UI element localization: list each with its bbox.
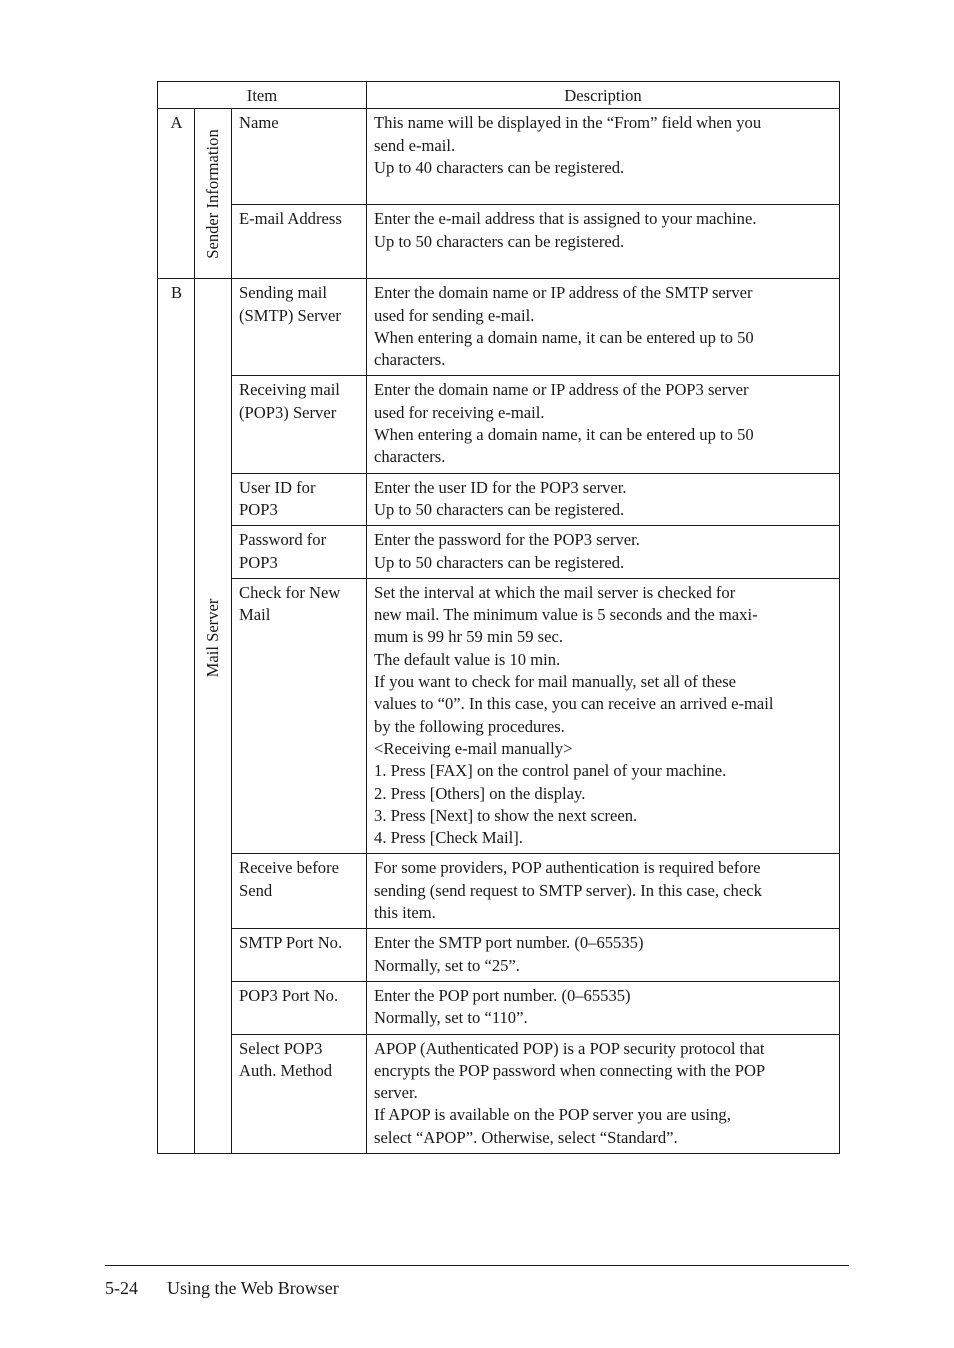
description-line: Enter the user ID for the POP3 server. <box>374 477 627 497</box>
settings-table <box>157 81 840 1154</box>
description-line: Normally, set to “25”. <box>374 955 520 975</box>
item-line: User ID for <box>239 477 316 497</box>
description-line: sending (send request to SMTP server). In this case, check <box>374 880 762 900</box>
description-cell <box>367 473 840 526</box>
group-id-cell: B <box>158 279 195 1154</box>
description-line: Normally, set to “110”. <box>374 1008 528 1028</box>
table-row <box>158 526 840 579</box>
table-row <box>158 279 840 376</box>
description-line: This name will be displayed in the “From” field when you <box>374 113 762 133</box>
page-footer <box>105 1278 339 1299</box>
table-row <box>158 854 840 929</box>
item-line: Password for <box>239 530 327 550</box>
description-line: Enter the domain name or IP address of the SMTP server <box>374 283 753 303</box>
description-line: Up to 50 characters can be registered. <box>374 552 625 572</box>
item-line: SMTP Port No. <box>239 933 343 953</box>
page-number: 5-24 <box>105 1278 138 1298</box>
item-line: POP3 <box>239 499 278 519</box>
table-row <box>158 205 840 279</box>
description-line: characters. <box>374 350 446 370</box>
item-line: Sending mail <box>239 283 328 303</box>
item-cell <box>232 109 367 205</box>
description-line: Set the interval at which the mail server is checked for <box>374 582 736 602</box>
description-line: APOP (Authenticated POP) is a POP security protocol that <box>374 1038 765 1058</box>
description-line: 1. Press [FAX] on the control panel of your machine. <box>374 761 727 781</box>
item-cell <box>232 578 367 854</box>
description-line: When entering a domain name, it can be entered up to 50 <box>374 327 754 347</box>
description-line: 4. Press [Check Mail]. <box>374 828 523 848</box>
item-line: Name <box>239 113 279 133</box>
item-cell <box>232 929 367 982</box>
item-line: Mail <box>239 605 271 625</box>
table-row <box>158 473 840 526</box>
description-line: send e-mail. <box>374 135 456 155</box>
item-line: POP3 Port No. <box>239 985 339 1005</box>
description-line: Up to 50 characters can be registered. <box>374 499 625 519</box>
item-line: POP3 <box>239 552 278 572</box>
description-line: For some providers, POP authentication is required before <box>374 858 761 878</box>
description-cell <box>367 279 840 376</box>
description-column-header: Description <box>367 82 840 109</box>
item-cell <box>232 205 367 279</box>
table-header-row <box>158 82 840 109</box>
group-category-cell <box>195 109 232 279</box>
description-cell <box>367 205 840 279</box>
item-line: Check for New <box>239 582 341 602</box>
description-line: this item. <box>374 903 436 923</box>
item-cell <box>232 376 367 473</box>
table-row <box>158 1034 840 1153</box>
description-cell <box>367 1034 840 1153</box>
footer-section-title: Using the Web Browser <box>167 1278 339 1298</box>
description-line: The default value is 10 min. <box>374 649 561 669</box>
description-line: If APOP is available on the POP server you are using, <box>374 1105 731 1125</box>
table-row <box>158 109 840 205</box>
table-row <box>158 578 840 854</box>
description-line: encrypts the POP password when connecting with the POP <box>374 1060 766 1080</box>
description-cell <box>367 376 840 473</box>
description-line: If you want to check for mail manually, set all of these <box>374 672 737 692</box>
description-line: 2. Press [Others] on the display. <box>374 783 586 803</box>
footer-rule <box>105 1265 849 1266</box>
description-line: characters. <box>374 447 446 467</box>
description-line: values to “0”. In this case, you can receive an arrived e-mail <box>374 694 774 714</box>
description-cell <box>367 109 840 205</box>
description-line: new mail. The minimum value is 5 seconds and the maxi- <box>374 605 758 625</box>
item-line: Send <box>239 880 273 900</box>
item-line: E-mail Address <box>239 209 342 229</box>
item-line: (POP3) Server <box>239 402 337 422</box>
item-line: Receiving mail <box>239 380 340 400</box>
description-line: select “APOP”. Otherwise, select “Standard”. <box>374 1127 678 1147</box>
item-line: Receive before <box>239 858 339 878</box>
item-cell <box>232 1034 367 1153</box>
description-cell <box>367 981 840 1034</box>
description-line: Up to 40 characters can be registered. <box>374 157 625 177</box>
table-row <box>158 981 840 1034</box>
description-line: Enter the password for the POP3 server. <box>374 530 640 550</box>
description-line: used for receiving e-mail. <box>374 402 545 422</box>
description-cell <box>367 578 840 854</box>
description-cell <box>367 854 840 929</box>
description-cell <box>367 929 840 982</box>
item-line: (SMTP) Server <box>239 305 341 325</box>
description-line: 3. Press [Next] to show the next screen. <box>374 805 638 825</box>
item-cell <box>232 854 367 929</box>
description-line: Enter the domain name or IP address of the POP3 server <box>374 380 749 400</box>
table-row <box>158 929 840 982</box>
description-line: When entering a domain name, it can be entered up to 50 <box>374 425 754 445</box>
description-line: Enter the e-mail address that is assigned to your machine. <box>374 209 757 229</box>
description-line: server. <box>374 1083 418 1103</box>
description-line: used for sending e-mail. <box>374 305 535 325</box>
description-line: <Receiving e-mail manually> <box>374 738 573 758</box>
description-line: by the following procedures. <box>374 716 565 736</box>
item-column-header: Item <box>158 82 367 109</box>
item-cell <box>232 981 367 1034</box>
item-line: Select POP3 <box>239 1038 323 1058</box>
description-line: Enter the SMTP port number. (0–65535) <box>374 933 644 953</box>
item-cell <box>232 473 367 526</box>
group-category-cell <box>195 279 232 1154</box>
settings-table-body <box>158 82 840 1154</box>
description-line: Enter the POP port number. (0–65535) <box>374 985 631 1005</box>
item-cell <box>232 526 367 579</box>
description-line: mum is 99 hr 59 min 59 sec. <box>374 627 563 647</box>
item-line: Auth. Method <box>239 1060 333 1080</box>
group-id-cell: A <box>158 109 195 279</box>
table-row <box>158 376 840 473</box>
item-cell <box>232 279 367 376</box>
description-line: Up to 50 characters can be registered. <box>374 231 625 251</box>
group-category-label: Sender Information <box>202 129 222 259</box>
description-cell <box>367 526 840 579</box>
group-category-label: Mail Server <box>202 598 222 677</box>
